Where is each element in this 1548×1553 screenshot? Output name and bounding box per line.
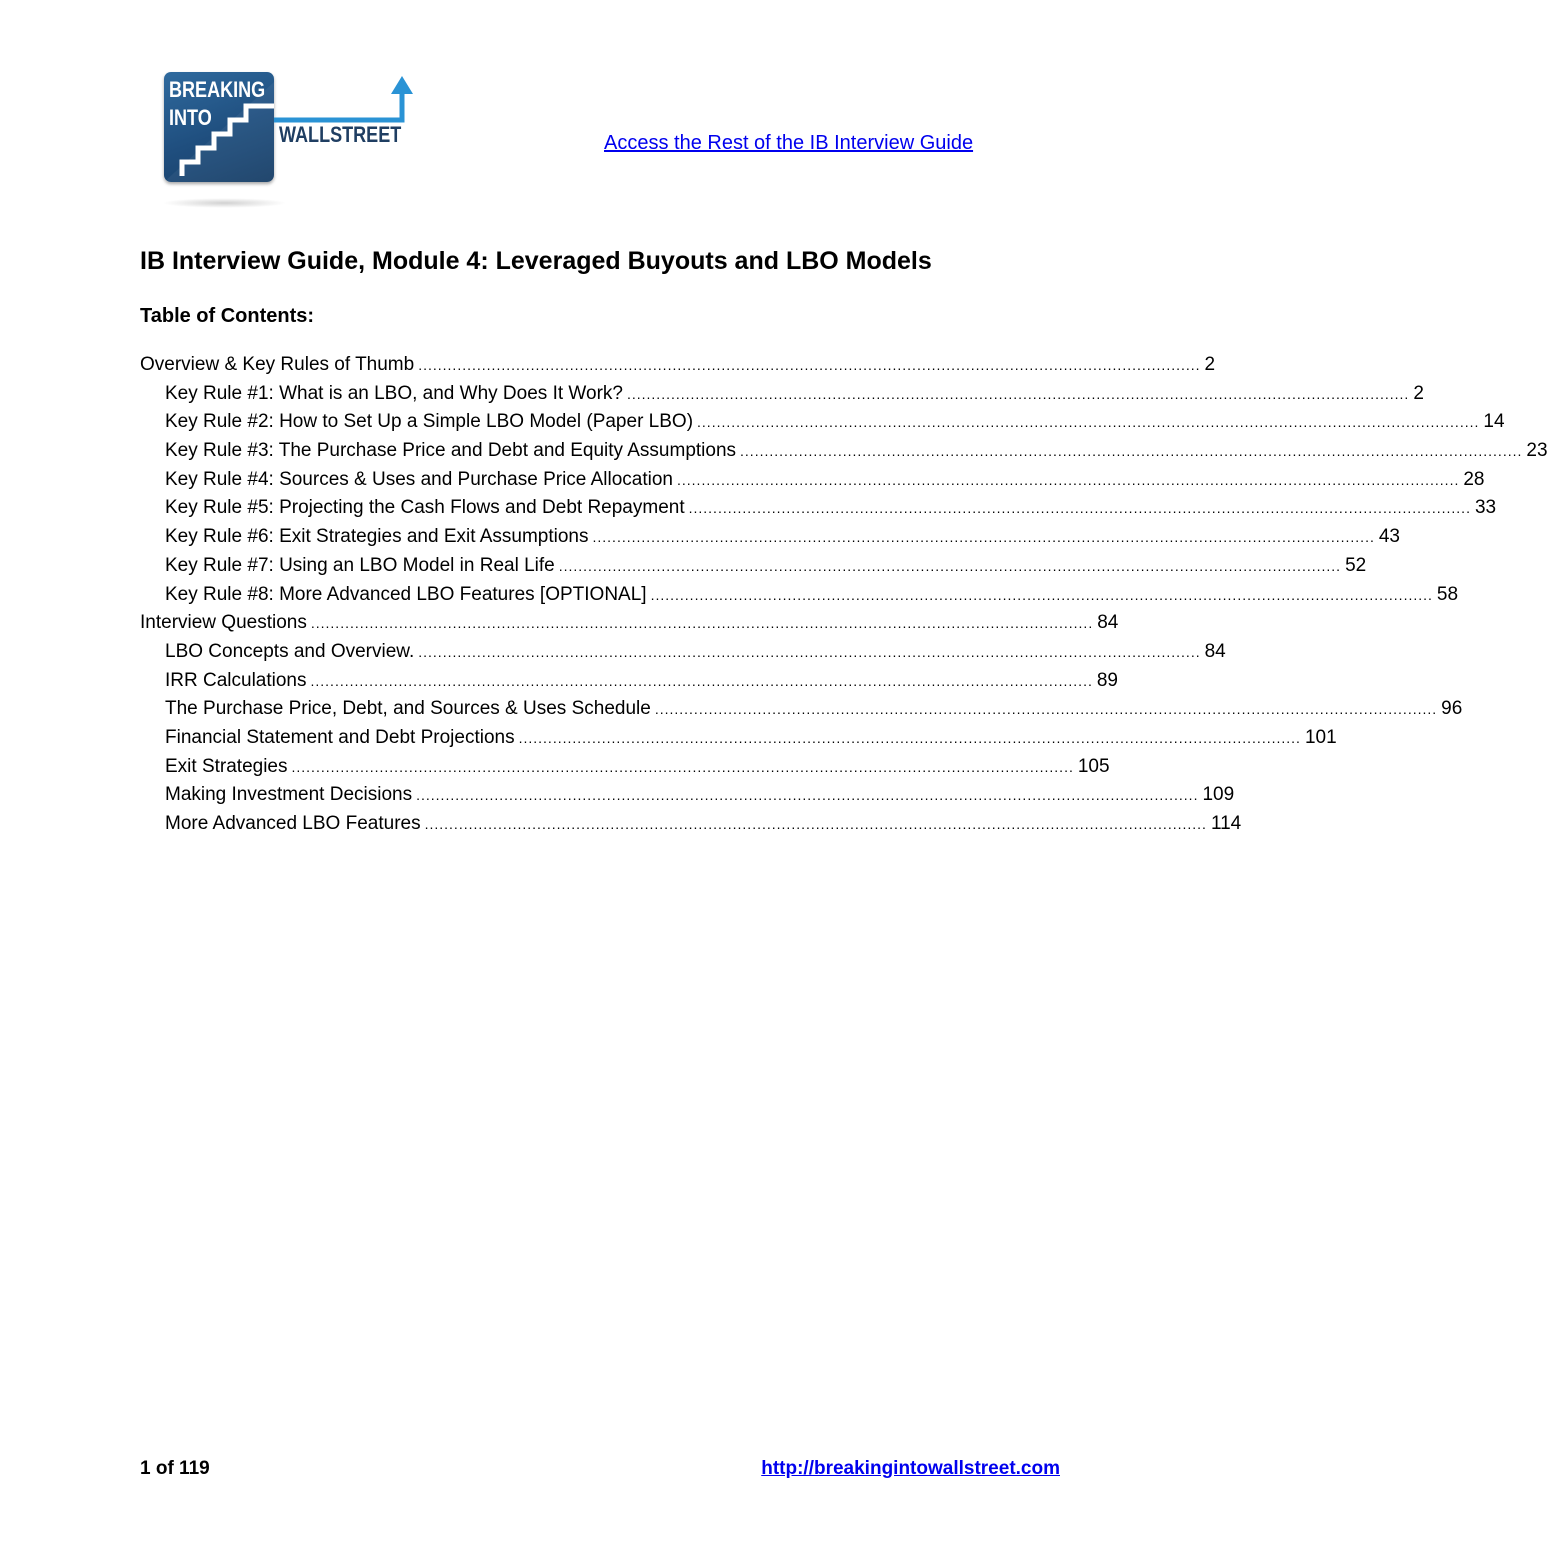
logo-text-line3: WALLSTREET bbox=[279, 122, 402, 147]
toc-entry-label: Financial Statement and Debt Projections bbox=[165, 726, 515, 748]
toc-entry-page: 28 bbox=[1463, 468, 1485, 490]
toc-entry-page: 2 bbox=[1413, 382, 1424, 404]
toc-entry-label: Key Rule #7: Using an LBO Model in Real Life bbox=[165, 554, 555, 576]
brand-logo bbox=[162, 70, 424, 216]
toc-leader-dots: ................................................................................................................................................................ bbox=[654, 701, 1438, 718]
toc-entry[interactable] bbox=[140, 581, 1459, 610]
toc-entry-page: 109 bbox=[1202, 784, 1235, 806]
toc-entry-page: 114 bbox=[1210, 813, 1242, 834]
toc-entry-label: LBO Concepts and Overview. bbox=[165, 640, 415, 662]
toc-entry-page: 89 bbox=[1096, 669, 1118, 691]
toc-entry-page: 23 bbox=[1526, 440, 1548, 462]
toc-entry-page: 96 bbox=[1441, 698, 1463, 720]
toc-entry[interactable] bbox=[140, 638, 1226, 667]
document-title: IB Interview Guide, Module 4: Leveraged Buyouts and LBO Models bbox=[140, 247, 932, 275]
toc-entry-page: 33 bbox=[1474, 497, 1497, 519]
logo-text-line2: INTO bbox=[169, 105, 212, 130]
toc-entry-label: Key Rule #6: Exit Strategies and Exit Assumptions bbox=[165, 526, 589, 548]
toc-entry-page: 101 bbox=[1304, 726, 1337, 748]
toc-entry-label: Overview & Key Rules of Thumb bbox=[140, 354, 415, 375]
toc-leader-dots: ................................................................................................................................................................ bbox=[626, 385, 1410, 402]
toc-entry-label: Key Rule #1: What is an LBO, and Why Does It Work? bbox=[165, 382, 623, 404]
toc-entry-label: Key Rule #4: Sources & Uses and Purchase Price Allocation bbox=[165, 468, 673, 490]
toc-leader-dots: ................................................................................................................................................................ bbox=[418, 357, 1201, 373]
toc-entry-page: 2 bbox=[1204, 354, 1216, 375]
toc-leader-dots: ................................................................................................................................................................ bbox=[518, 729, 1301, 746]
toc-leader-dots: ................................................................................................................................................................ bbox=[424, 816, 1207, 832]
toc-heading: Table of Contents: bbox=[140, 305, 315, 327]
toc-entry-page: 84 bbox=[1204, 640, 1226, 662]
toc-entry[interactable] bbox=[140, 810, 1242, 839]
table-of-contents bbox=[140, 351, 1548, 839]
toc-entry-label: The Purchase Price, Debt, and Sources & Uses Schedule bbox=[165, 698, 651, 720]
toc-entry[interactable] bbox=[140, 408, 1505, 437]
toc-leader-dots: ................................................................................................................................................................ bbox=[697, 414, 1480, 431]
toc-entry-page: 105 bbox=[1077, 755, 1110, 777]
footer-website-link[interactable]: http://breakingintowallstreet.com bbox=[761, 1458, 1060, 1479]
toc-leader-dots: ................................................................................................................................................................ bbox=[310, 672, 1093, 689]
toc-entry-page: 43 bbox=[1378, 526, 1400, 548]
toc-entry[interactable] bbox=[140, 753, 1110, 782]
toc-entry-label: Key Rule #3: The Purchase Price and Debt and Equity Assumptions bbox=[165, 440, 737, 462]
toc-entry-label: Key Rule #5: Projecting the Cash Flows and Debt Repayment bbox=[165, 497, 685, 519]
toc-entry[interactable] bbox=[140, 494, 1497, 523]
toc-entry[interactable] bbox=[140, 609, 1119, 638]
toc-entry-page: 84 bbox=[1097, 612, 1119, 634]
toc-entry[interactable] bbox=[140, 437, 1548, 466]
toc-entry-label: Key Rule #2: How to Set Up a Simple LBO Model (Paper LBO) bbox=[165, 411, 694, 433]
toc-entry[interactable] bbox=[140, 724, 1337, 753]
toc-entry-label: More Advanced LBO Features bbox=[165, 813, 421, 834]
toc-entry-label: Interview Questions bbox=[140, 612, 307, 634]
toc-leader-dots: ................................................................................................................................................................ bbox=[291, 758, 1074, 775]
logo-text-line1: BREAKING bbox=[169, 77, 266, 102]
toc-entry[interactable] bbox=[140, 466, 1485, 495]
toc-leader-dots: ................................................................................................................................................................ bbox=[740, 443, 1523, 460]
toc-leader-dots: ................................................................................................................................................................ bbox=[677, 471, 1460, 488]
toc-entry-page: 14 bbox=[1483, 411, 1505, 433]
toc-entry[interactable] bbox=[140, 552, 1367, 581]
toc-entry[interactable] bbox=[140, 523, 1400, 552]
toc-leader-dots: ................................................................................................................................................................ bbox=[310, 615, 1094, 632]
toc-leader-dots: ................................................................................................................................................................ bbox=[650, 586, 1433, 603]
toc-entry-label: IRR Calculations bbox=[165, 669, 307, 691]
toc-entry-label: Key Rule #8: More Advanced LBO Features [OPTIONAL] bbox=[165, 583, 647, 605]
toc-entry[interactable] bbox=[140, 667, 1118, 696]
logo-shadow bbox=[162, 198, 287, 208]
toc-leader-dots: ................................................................................................................................................................ bbox=[592, 529, 1375, 546]
toc-entry[interactable] bbox=[140, 380, 1424, 409]
toc-leader-dots: ................................................................................................................................................................ bbox=[416, 787, 1199, 804]
toc-leader-dots: ................................................................................................................................................................ bbox=[688, 500, 1471, 517]
toc-entry-label: Making Investment Decisions bbox=[165, 784, 413, 806]
toc-leader-dots: ................................................................................................................................................................ bbox=[558, 557, 1342, 574]
page-indicator: 1 of 119 bbox=[140, 1458, 210, 1479]
toc-entry[interactable] bbox=[140, 695, 1463, 724]
toc-leader-dots: ................................................................................................................................................................ bbox=[418, 643, 1201, 660]
toc-entry[interactable] bbox=[140, 781, 1235, 810]
toc-entry-page: 58 bbox=[1436, 583, 1459, 605]
toc-entry-page: 52 bbox=[1345, 554, 1367, 576]
toc-entry-label: Exit Strategies bbox=[165, 755, 288, 777]
toc-entry[interactable] bbox=[140, 351, 1216, 380]
access-guide-link[interactable]: Access the Rest of the IB Interview Guide bbox=[604, 132, 974, 154]
